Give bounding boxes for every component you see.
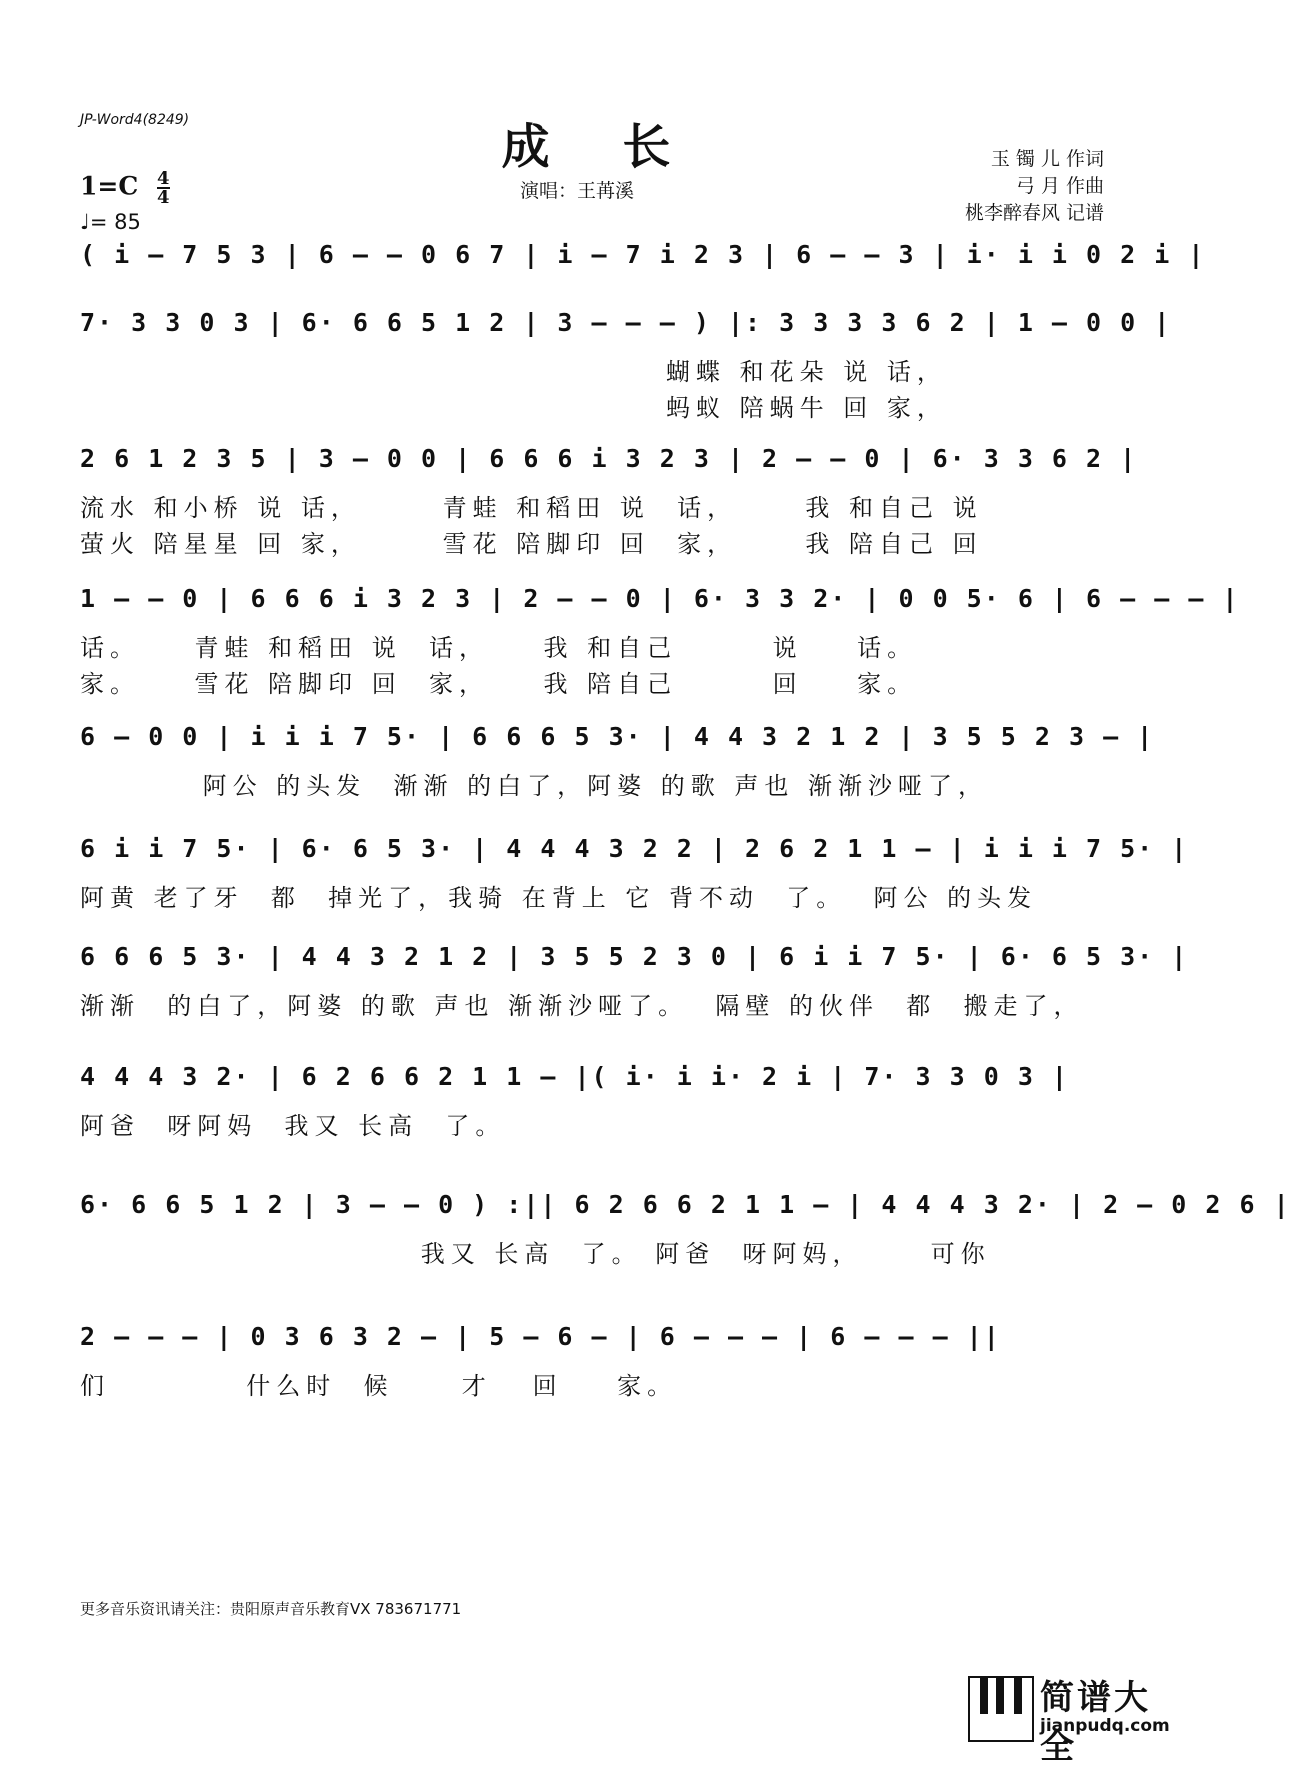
notation: 6 – 0 0 | i i i 7 5· | 6 6 6 5 3· | 4 4 3 2 1 2 | 3 5 5 2 3 – | [80, 722, 1155, 751]
piano-icon [968, 1676, 1034, 1742]
song-title: 成 长 [501, 119, 699, 175]
notation: 4 4 4 3 2· | 6 2 6 6 2 1 1 – |( i· i i· 2 i | 7· 3 3 0 3 | [80, 1062, 1069, 1091]
notation: 1 – – 0 | 6 6 6 i 3 2 3 | 2 – – 0 | 6· 3 3 2· | 0 0 5· 6 | 6 – – – | [80, 584, 1240, 613]
lyric-verse-2: 蚂蚁 陪蜗牛 回 家， [80, 394, 947, 422]
lyric-verse-1: 们 什么时 候 才 回 家。 [80, 1372, 678, 1400]
logo-name: 简谱大全 [1040, 1678, 1151, 1767]
notation: 2 – – – | 0 3 6 3 2 – | 5 – 6 – | 6 – – – | 6 – – – || [80, 1322, 1001, 1351]
lyric-verse-1: 蝴蝶 和花朵 说 话， [80, 358, 947, 386]
notation: 6 i i 7 5· | 6· 6 5 3· | 4 4 4 3 2 2 | 2 6 2 1 1 – | i i i 7 5· | [80, 834, 1189, 863]
lyricist: 玉 镯 儿 作词 [990, 148, 1104, 170]
time-signature [157, 170, 170, 206]
key-label: 1=C [80, 171, 139, 201]
tempo: ♩= 85 [80, 210, 141, 234]
composer: 弓 月 作曲 [1015, 175, 1104, 197]
credits [965, 146, 1104, 227]
lyric-verse-2: 家。 雪花 陪脚印 回 家， 我 陪自己 回 家。 [80, 670, 918, 698]
time-bottom: 4 [156, 187, 170, 208]
logo-url: jianpudq.com [1040, 1716, 1170, 1736]
lyric-verse-1: 阿黄 老了牙 都 掉光了，我骑 在背上 它 背不动 了。 阿公 的头发 [80, 884, 1038, 912]
key-signature [80, 170, 170, 206]
transcriber: 桃李醉春风 记谱 [964, 202, 1104, 224]
lyric-verse-1: 话。 青蛙 和稻田 说 话， 我 和自己 说 话。 [80, 634, 918, 662]
lyric-verse-1: 阿公 的头发 渐渐 的白了，阿婆 的歌 声也 渐渐沙哑了， [80, 772, 989, 800]
lyric-verse-2: 萤火 陪星星 回 家， 雪花 陪脚印 回 家， 我 陪自己 回 [80, 530, 983, 558]
time-top: 4 [156, 168, 170, 189]
notation: 7· 3 3 0 3 | 6· 6 6 5 1 2 | 3 – – – ) |: 3 3 3 3 6 2 | 1 – 0 0 | [80, 308, 1172, 337]
notation: ( i – 7 5 3 | 6 – – 0 6 7 | i – 7 i 2 3 | 6 – – 3 | i· i i 0 2 i | [80, 240, 1206, 269]
notation: 6· 6 6 5 1 2 | 3 – – 0 ) :|| 6 2 6 6 2 1 1 – | 4 4 4 3 2· | 2 – 0 2 6 | [80, 1190, 1291, 1219]
singer: 演唱：王苒溪 [520, 180, 635, 202]
source-label: JP-Word4(8249) [80, 112, 190, 128]
lyric-verse-1: 阿爸 呀阿妈 我又 长高 了。 [80, 1112, 506, 1140]
notation: 2 6 1 2 3 5 | 3 – 0 0 | 6 6 6 i 3 2 3 | 2 – – 0 | 6· 3 3 6 2 | [80, 444, 1138, 473]
lyric-verse-1: 我又 长高 了。 阿爸 呀阿妈， 可你 [80, 1240, 991, 1268]
lyric-verse-1: 渐渐 的白了，阿婆 的歌 声也 渐渐沙哑了。 隔壁 的伙伴 都 搬走了， [80, 992, 1084, 1020]
footer-note: 更多音乐资讯请关注：贵阳原声音乐教育VX 783671771 [80, 1600, 462, 1618]
lyric-verse-1: 流水 和小桥 说 话， 青蛙 和稻田 说 话， 我 和自己 说 [80, 494, 983, 522]
notation: 6 6 6 5 3· | 4 4 3 2 1 2 | 3 5 5 2 3 0 | 6 i i 7 5· | 6· 6 5 3· | [80, 942, 1189, 971]
site-logo [968, 1670, 1178, 1767]
